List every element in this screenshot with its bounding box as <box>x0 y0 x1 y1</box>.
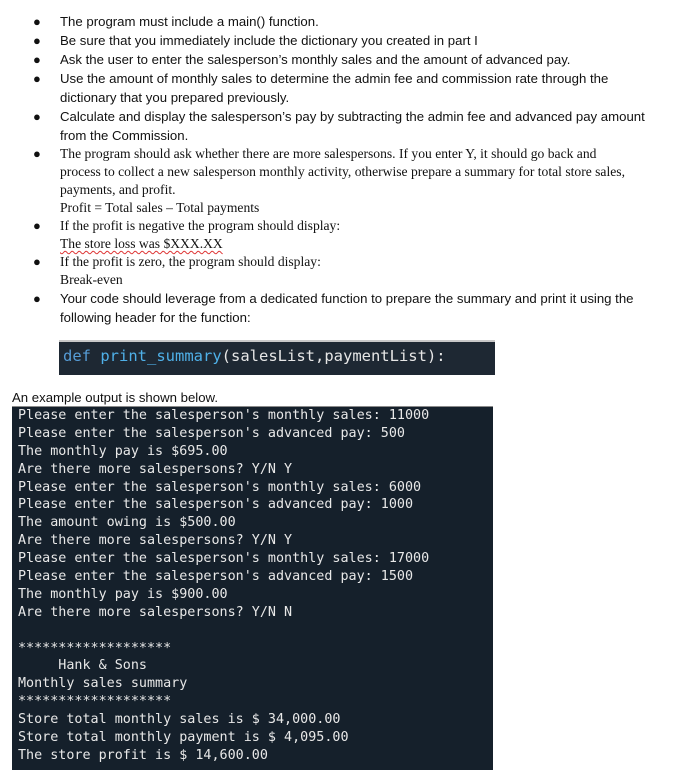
console-line <box>18 622 493 640</box>
bullet-dot-icon: ● <box>33 109 41 124</box>
bullet-item <box>0 69 687 107</box>
console-line: Are there more salespersons? Y/N Y <box>18 461 293 477</box>
loss-message: The store loss was $XXX.XX <box>60 236 223 251</box>
bullet-text: Calculate and display the salesperson’s pay by subtracting the admin fee and advanced pay amount <box>60 109 645 124</box>
example-label: An example output is shown below. <box>12 390 218 405</box>
bullet-item <box>0 145 687 217</box>
bullet-item <box>0 289 687 327</box>
bullet-dot-icon: ● <box>33 291 41 306</box>
console-line: Hank & Sons <box>18 658 147 674</box>
requirements-list <box>0 12 687 327</box>
console-line: Monthly sales summary <box>18 676 188 692</box>
bullet-item <box>0 253 687 289</box>
bullet-text: If the profit is negative the program should display: <box>60 218 341 233</box>
console-line: ******************* <box>18 640 172 656</box>
console-line: The amount owing is $500.00 <box>18 515 236 531</box>
bullet-text: Your code should leverage from a dedicated function to prepare the summary and print it using the <box>60 291 634 306</box>
break-even-message: Break-even <box>60 272 123 287</box>
code-keyword: def <box>63 347 91 365</box>
bullet-text: Be sure that you immediately include the dictionary you created in part I <box>60 33 478 48</box>
console-line: Are there more salespersons? Y/N N <box>18 604 293 620</box>
bullet-dot-icon: ● <box>33 52 41 67</box>
bullet-text: from the Commission. <box>60 128 189 143</box>
console-line: The monthly pay is $900.00 <box>18 586 228 602</box>
bullet-text: Ask the user to enter the salesperson’s monthly sales and the amount of advanced pay. <box>60 52 571 67</box>
bullet-text: payments, and profit. <box>60 182 176 197</box>
bullet-text: The program must include a main() function. <box>60 14 319 29</box>
bullet-item <box>0 31 687 50</box>
console-line: Please enter the salesperson's advanced pay: 500 <box>18 425 405 441</box>
code-params: (salesList,paymentList): <box>221 347 446 365</box>
bullet-dot-icon: ● <box>33 218 41 233</box>
console-line: ******************* <box>18 694 172 710</box>
bullet-item <box>0 107 687 145</box>
console-line: The store profit is $ 14,600.00 <box>18 747 268 763</box>
code-function-name: print_summary <box>100 347 222 365</box>
bullet-item <box>0 217 687 253</box>
bullet-dot-icon: ● <box>33 14 41 29</box>
bullet-dot-icon: ● <box>33 33 41 48</box>
bullet-item <box>0 50 687 69</box>
bullet-text: If the profit is zero, the program should display: <box>60 254 321 269</box>
console-line: Please enter the salesperson's advanced pay: 1500 <box>18 569 414 585</box>
console-line: The monthly pay is $695.00 <box>18 443 228 459</box>
console-line: Please enter the salesperson's monthly sales: 11000 <box>18 408 430 423</box>
bullet-dot-icon: ● <box>33 254 41 269</box>
console-line: Store total monthly sales is $ 34,000.00 <box>18 712 341 728</box>
bullet-item <box>0 12 687 31</box>
bullet-text: following header for the function: <box>60 310 251 325</box>
bullet-text: The program should ask whether there are more salespersons. If you enter Y, it should go back and <box>60 146 597 161</box>
bullet-text: dictionary that you prepared previously. <box>60 90 290 105</box>
console-line: Please enter the salesperson's monthly sales: 6000 <box>18 479 422 495</box>
bullet-text: Use the amount of monthly sales to determine the admin fee and commission rate through the <box>60 71 609 86</box>
bullet-dot-icon: ● <box>33 146 41 161</box>
function-header-code <box>59 340 495 375</box>
bullet-dot-icon: ● <box>33 71 41 86</box>
console-line: Please enter the salesperson's advanced pay: 1000 <box>18 497 414 513</box>
example-console-output <box>12 406 493 770</box>
profit-formula: Profit = Total sales – Total payments <box>60 200 260 215</box>
console-line: Store total monthly payment is $ 4,095.00 <box>18 730 349 746</box>
console-line: Are there more salespersons? Y/N Y <box>18 533 293 549</box>
bullet-text: process to collect a new salesperson monthly activity, otherwise prepare a summary for total store sales, <box>60 164 625 179</box>
console-line: Please enter the salesperson's monthly sales: 17000 <box>18 551 430 567</box>
